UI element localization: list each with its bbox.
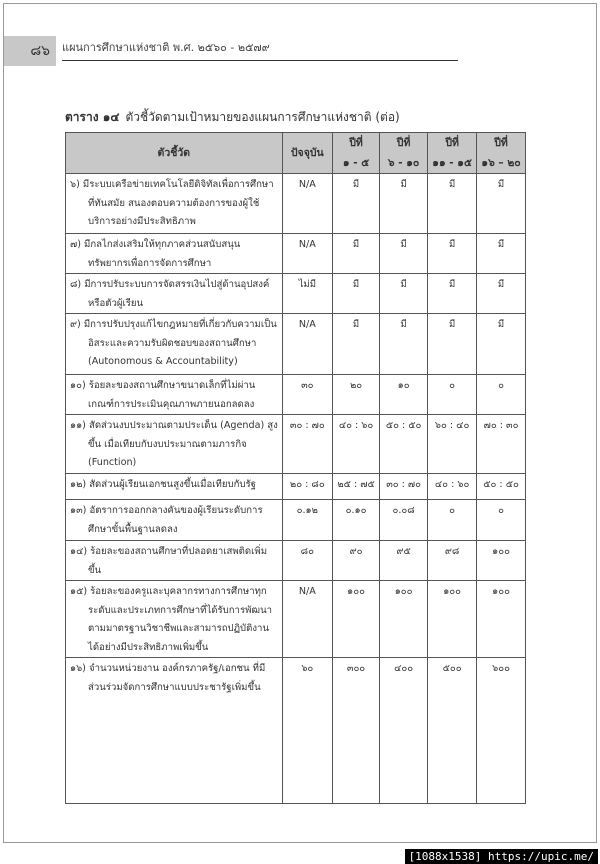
value-cell: ๕๐๐ (428, 658, 477, 804)
value-cell: มี (477, 234, 526, 274)
value-cell: ๓๐๐ (333, 658, 380, 804)
value-cell: มี (428, 174, 477, 234)
value-cell: ๐.๐๘ (380, 500, 428, 541)
column-header-label: ปีที่ (396, 137, 411, 149)
value-cell: N/A (282, 581, 332, 658)
column-header (333, 133, 380, 174)
value-cell: ๗๐ : ๓๐ (477, 415, 526, 474)
value-cell: มี (477, 314, 526, 375)
value-cell: N/A (282, 314, 332, 375)
indicator-text: ๖) มีระบบเครือข่ายเทคโนโลยีดิจิทัลเพื่อการศึกษาที่ทันสมัย สนองตอบความต้องการของผู้ใช้บริการอย่างมีประสิทธิภาพ (70, 179, 274, 227)
value-cell: ๖๐๐ (477, 658, 526, 804)
column-header-range: ๑ - ๕ (342, 157, 370, 169)
indicator-cell (66, 658, 283, 804)
table-row (66, 234, 526, 274)
table-row (66, 314, 526, 375)
indicator-cell (66, 474, 283, 500)
value-cell: ๙๐ (333, 541, 380, 581)
table-title: ตัวชี้วัดตามเป้าหมายของแผนการศึกษาแห่งชาติ (ต่อ) (125, 110, 400, 124)
running-header: แผนการศึกษาแห่งชาติ พ.ศ. ๒๕๖๐ - ๒๕๗๙ (62, 38, 458, 61)
table-row (66, 474, 526, 500)
value-cell: มี (477, 174, 526, 234)
value-cell: ๒๕ : ๗๕ (333, 474, 380, 500)
table-row (66, 658, 526, 804)
indicator-text: ๗) มีกลไกส่งเสริมให้ทุกภาคส่วนสนับสนุนทรัพยากรเพื่อการจัดการศึกษา (70, 239, 241, 269)
watermark: [1088x1538] https://upic.me/ (405, 849, 598, 864)
indicator-text: ๑๐) ร้อยละของสถานศึกษาขนาดเล็กที่ไม่ผ่านเกณฑ์การประเมินคุณภาพภายนอกลดลง (70, 380, 256, 410)
value-cell: ๓๐ : ๗๐ (282, 415, 332, 474)
value-cell: ๑๐๐ (333, 581, 380, 658)
value-cell: ๑๐ (380, 375, 428, 415)
value-cell: มี (380, 274, 428, 314)
value-cell: ๔๐๐ (380, 658, 428, 804)
indicator-cell (66, 174, 283, 234)
value-cell: ๐.๑๒ (282, 500, 332, 541)
value-cell: ๒๐ : ๘๐ (282, 474, 332, 500)
value-cell: N/A (282, 234, 332, 274)
column-header (66, 133, 283, 174)
value-cell: มี (333, 314, 380, 375)
value-cell: ไม่มี (282, 274, 332, 314)
table-row (66, 500, 526, 541)
value-cell: มี (333, 234, 380, 274)
value-cell: ๘๐ (282, 541, 332, 581)
column-header-label: ปีที่ (494, 137, 508, 149)
value-cell: มี (428, 274, 477, 314)
value-cell: มี (477, 274, 526, 314)
value-cell: ๕๐ : ๕๐ (380, 415, 428, 474)
value-cell: มี (380, 314, 428, 375)
value-cell: ๐.๑๐ (333, 500, 380, 541)
indicator-text: ๑๑) สัดส่วนงบประมาณตามประเด็น (Agenda) สูงขึ้น เมื่อเทียบกับงบประมาณตามภารกิจ (Function) (70, 420, 278, 468)
column-header-range: ๖ - ๑๐ (387, 157, 420, 169)
indicator-cell (66, 415, 283, 474)
column-header (428, 133, 477, 174)
value-cell: ๑๐๐ (380, 581, 428, 658)
value-cell: ๖๐ : ๔๐ (428, 415, 477, 474)
indicator-cell (66, 581, 283, 658)
value-cell: มี (333, 274, 380, 314)
value-cell: ๐ (428, 375, 477, 415)
indicator-text: ๑๔) ร้อยละของสถานศึกษาที่ปลอดยาเสพติดเพิ่มขึ้น (70, 546, 268, 576)
value-cell: มี (333, 174, 380, 234)
value-cell: ๔๐ : ๖๐ (333, 415, 380, 474)
value-cell: ๐ (428, 500, 477, 541)
table-row (66, 541, 526, 581)
value-cell: ๐ (477, 500, 526, 541)
value-cell: มี (380, 234, 428, 274)
value-cell: ๕๐ : ๕๐ (477, 474, 526, 500)
indicator-cell (66, 375, 283, 415)
column-header-range: ๑๑ - ๑๕ (432, 157, 472, 169)
value-cell: ๑๐๐ (477, 541, 526, 581)
column-header (282, 133, 332, 174)
table-header-row (66, 133, 526, 174)
indicator-table (65, 132, 526, 804)
value-cell: ๙๕ (380, 541, 428, 581)
value-cell: มี (380, 174, 428, 234)
table-label: ตาราง ๑๔ (65, 110, 120, 124)
column-header-label: ตัวชี้วัด (157, 147, 191, 159)
table-row (66, 375, 526, 415)
indicator-text: ๑๕) ร้อยละของครูและบุคลากรทางการศึกษาทุกระดับและประเภทการศึกษาที่ได้รับการพัฒนาตามมาตรฐานวิชาชีพและสามารถปฏิบัติงานได้อย่างมีประสิทธิภาพเพิ่มขึ้น (70, 586, 273, 653)
table-row (66, 415, 526, 474)
value-cell: ๑๐๐ (428, 581, 477, 658)
value-cell: ๓๐ (282, 375, 332, 415)
value-cell: ๔๐ : ๖๐ (428, 474, 477, 500)
indicator-cell (66, 500, 283, 541)
indicator-text: ๘) มีการปรับระบบการจัดสรรเงินไปสู่ด้านอุปสงค์หรือตัวผู้เรียน (70, 279, 270, 309)
value-cell: มี (428, 234, 477, 274)
column-header-label: ปีที่ (445, 137, 459, 149)
column-header-label: ปีที่ (349, 137, 363, 149)
value-cell: ๒๐ (333, 375, 380, 415)
value-cell: ๙๘ (428, 541, 477, 581)
table-row (66, 174, 526, 234)
column-header (380, 133, 428, 174)
indicator-text: ๑๒) สัดส่วนผู้เรียนเอกชนสูงขึ้นเมื่อเทียบกับรัฐ (70, 479, 256, 490)
indicator-cell (66, 274, 283, 314)
column-header-label: ปัจจุบัน (290, 147, 324, 159)
value-cell: ๖๐ (282, 658, 332, 804)
table-row (66, 581, 526, 658)
value-cell: N/A (282, 174, 332, 234)
column-header-range: ๑๖ – ๒๐ (481, 157, 521, 169)
table-row (66, 274, 526, 314)
indicator-text: ๑๓) อัตราการออกกลางคันของผู้เรียนระดับการศึกษาขั้นพื้นฐานลดลง (70, 505, 263, 535)
value-cell: ๐ (477, 375, 526, 415)
column-header (477, 133, 526, 174)
indicator-cell (66, 234, 283, 274)
table-caption (65, 108, 400, 127)
value-cell: ๓๐ : ๗๐ (380, 474, 428, 500)
indicator-cell (66, 541, 283, 581)
value-cell: มี (428, 314, 477, 375)
indicator-cell (66, 314, 283, 375)
indicator-text: ๑๖) จำนวนหน่วยงาน องค์กรภาครัฐ/เอกชน ที่มีส่วนร่วมจัดการศึกษาแบบประชารัฐเพิ่มขึ้น (70, 663, 266, 693)
indicator-text: ๙) มีการปรับปรุงแก้ไขกฎหมายที่เกี่ยวกับความเป็นอิสระและความรับผิดชอบของสถานศึกษา (Autonomous & Accountability) (70, 319, 277, 367)
value-cell: ๑๐๐ (477, 581, 526, 658)
page-number: ๘๖ (4, 36, 56, 66)
